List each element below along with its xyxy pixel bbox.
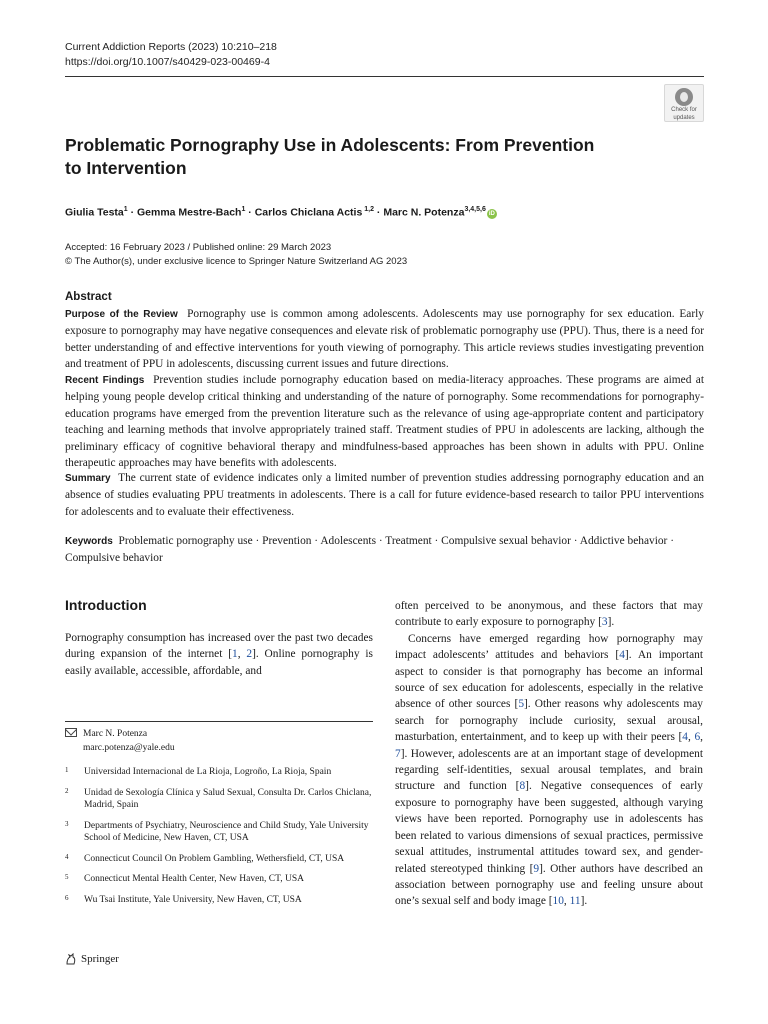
envelope-icon	[65, 728, 77, 737]
intro-paragraph: often perceived to be anonymous, and these factors that may contribute to early exposure to pornography [3].	[395, 600, 703, 629]
abstract-summary	[65, 470, 704, 520]
corresponding-author: Marc N. Potenza	[83, 729, 148, 739]
affiliations	[65, 766, 373, 914]
author-name[interactable]: Carlos Chiclana Actis	[254, 206, 363, 219]
citation-link[interactable]: 4	[682, 731, 688, 744]
publication-dates	[65, 241, 407, 268]
article-title	[65, 134, 625, 180]
journal-citation: Current Addiction Reports (2023) 10:210–218	[65, 41, 277, 53]
citation-link[interactable]: 5	[518, 698, 525, 711]
affiliation-item: 5 Connecticut Mental Health Center, New Haven, CT, USA	[65, 873, 304, 884]
check-for-updates-badge[interactable]	[664, 84, 704, 122]
summary-label: Summary	[65, 473, 111, 484]
citation-link[interactable]: 4	[619, 649, 625, 662]
author-list: Giulia Testa$^1$ · Gemma Mestre‑Bach$^1$ · Carlos Chiclana Actis $^{1,2}$ · Marc N. Potenza$^{3,4,5,6}$iD	[65, 206, 495, 219]
purpose-text: Pornography use is common among adolescents. Adolescents may use pornography for sex education. Early exposure to pornography may have negative consequences and elevate risk of problematic pornography use (PPU). Thus, there is a need for better understanding of and effective interventions for youth viewing of pornography. This article reviews studies investigating prevention and treatment of PPU in adolescents, discussing current issues and future directions.	[65, 308, 704, 371]
check-for-updates-icon	[675, 88, 693, 106]
badge-line2: updates	[673, 114, 695, 121]
title-line1: Problematic Pornography Use in Adolescents: From Prevention	[65, 135, 595, 155]
keywords	[65, 533, 704, 567]
keywords-text: Problematic pornography use · Prevention · Adolescents · Treatment · Compulsive sexual behavior · Addictive behavior · Compulsive behavior	[65, 535, 674, 565]
title-line2: to Intervention	[65, 158, 187, 178]
affiliation-item: 3 Departments of Psychiatry, Neuroscience and Child Study, Yale University School of Medicine, New Haven, CT, USA	[65, 819, 369, 843]
findings-label: Recent Findings	[65, 375, 145, 386]
intro-left-column: Pornography consumption has increased over the past two decades during expansion of the internet [1, 2]. Online pornography is easily available, accessible, affordable, and	[65, 632, 373, 677]
citation-link[interactable]: 10	[552, 895, 564, 908]
citation-link[interactable]: 3	[601, 616, 608, 629]
citation-link[interactable]: 8	[519, 780, 526, 793]
findings-text: Prevention studies include pornography education based on media-literacy approaches. These programs are aimed at helping young people develop critical thinking and understanding of the nature of pornography. Some recommendations for pornography-education programs have emerged from the prevention literature such as the relevance of using age-appropriate content and participatory teaching and learning methods that involve appropriately trained staff. Treatment studies of PPU in adolescents are lacking, although the preliminary efficacy of cognitive behavioral therapy and mindfulness-based approaches has been shown in adults with PPU. Online therapeutic approaches may have benefits with adolescents.	[65, 374, 704, 470]
purpose-label: Purpose of the Review	[65, 309, 178, 320]
author-name[interactable]: Giulia Testa	[65, 206, 124, 219]
correspondence	[65, 728, 175, 755]
abstract-findings	[65, 372, 704, 471]
affiliation-item: 1 Universidad Internacional de La Rioja, Logroño, La Rioja, Spain	[65, 766, 332, 777]
citation-link[interactable]: 11	[569, 895, 581, 908]
publisher-name: Springer	[81, 953, 119, 965]
badge-line1: Check for	[671, 107, 697, 113]
citation-link[interactable]: 2	[246, 648, 253, 661]
author-name[interactable]: Marc N. Potenza	[383, 206, 465, 219]
introduction-heading: Introduction	[65, 597, 147, 613]
footnote-rule	[65, 721, 373, 722]
springer-horse-icon	[65, 953, 77, 965]
author-name[interactable]: Gemma Mestre‑Bach	[137, 206, 242, 219]
publisher-footer	[65, 952, 119, 966]
affiliation-item: 6 Wu Tsai Institute, Yale University, New Haven, CT, USA	[65, 893, 302, 905]
orcid-icon[interactable]: iD	[488, 210, 495, 217]
affiliation-item: 4 Connecticut Council On Problem Gambling, Wethersfield, CT, USA	[65, 852, 345, 864]
citation-link[interactable]: 6	[694, 731, 701, 744]
intro-paragraph: Concerns have emerged regarding how pornography may impact adolescents’ attitudes and behaviors [4]. An important aspect to consider is that pornography has become an informal source of sex education for adolescents, especially in the relative absence of other sources [5]. Other reasons why adolescents may search for pornography include curiosity, sexual arousal, masturbation, entertainment, and to keep up with their peers [4, 6, 7]. However, adolescents are at an important stage of development regarding self-identities, sexual arousal templates, and brain structure and function [8]. Negative consequences of early exposure to pornography have been suggested, although varying views have been reported. Pornography use in adolescents has been related to various dimensions of sexual practices, permissive sexual attitudes, instrumental attitudes toward sex, and gender-related stereotyped thinking [9]. Other authors have described an association between pornography use and feeling unsure about one’s sexual self and body image [10, 11].	[395, 632, 703, 908]
header-rule	[65, 76, 704, 77]
citation-link[interactable]: 7	[395, 747, 401, 760]
copyright-line: © The Author(s), under exclusive licence to Springer Nature Switzerland AG 2023	[65, 255, 408, 267]
intro-right-column	[395, 598, 703, 910]
summary-text: The current state of evidence indicates only a limited number of prevention studies addressing pornography education and an absence of studies evaluating PPU treatments in adolescents. There is a call for future evidence-based research to tailor PPU interventions for adolescents and to evaluate their effectiveness.	[65, 472, 704, 518]
doi-link[interactable]: https://doi.org/10.1007/s40429-023-00469-4	[65, 56, 270, 68]
corresponding-email[interactable]: marc.potenza@yale.edu	[83, 742, 175, 753]
abstract-heading: Abstract	[65, 291, 112, 303]
keywords-label: Keywords	[65, 536, 113, 547]
affiliation-item: 2 Unidad de Sexología Clínica y Salud Sexual, Consulta Dr. Carlos Chiclana, Madrid, Spain	[65, 786, 372, 810]
citation-link[interactable]: 1	[232, 648, 238, 661]
citation-link[interactable]: 9	[533, 862, 540, 875]
abstract-purpose	[65, 306, 704, 373]
accepted-published: Accepted: 16 February 2023 / Published online: 29 March 2023	[65, 242, 332, 253]
journal-header	[65, 40, 277, 70]
